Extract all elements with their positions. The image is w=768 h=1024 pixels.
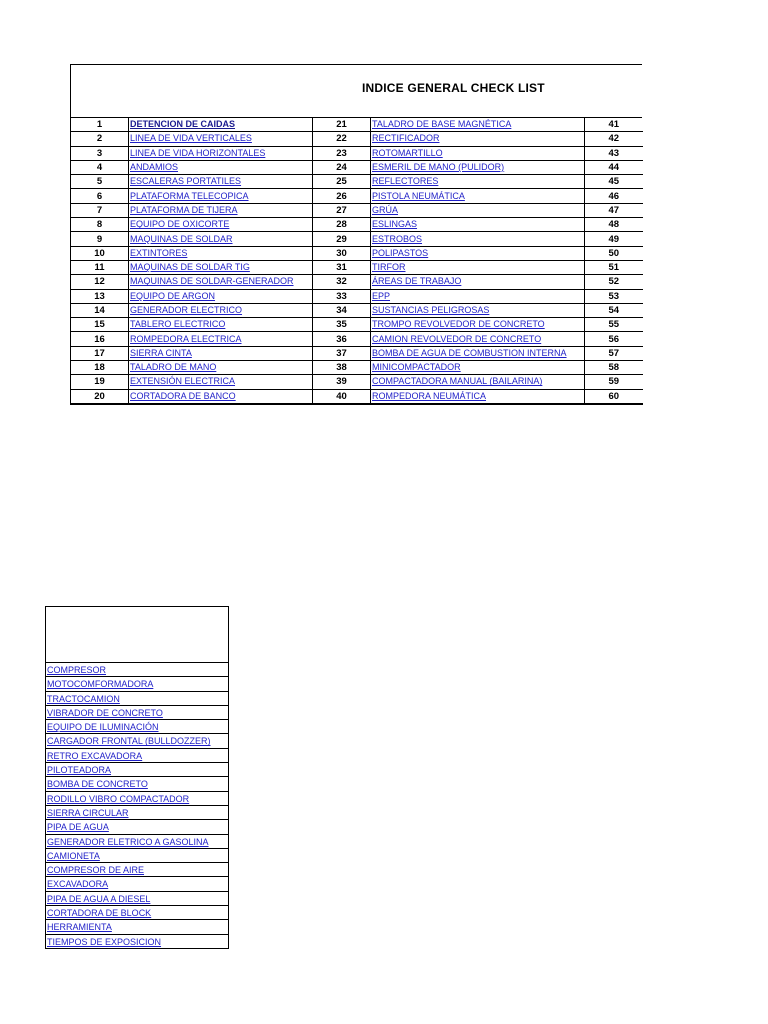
row-number: 10 [94,247,105,259]
table-cell [71,232,129,246]
row-number: 33 [336,290,347,302]
table-cell [585,132,643,146]
checklist-link[interactable]: TABLERO ELECTRICO [130,319,226,330]
table-cell [71,189,129,203]
table-cell [71,318,129,332]
machinery-link[interactable]: EXCAVADORA [47,879,109,890]
table-cell [71,260,129,274]
row-number: 56 [608,333,620,345]
row-number: 3 [96,147,103,159]
checklist-link[interactable]: EPP [372,290,391,301]
checklist-link[interactable]: TALADRO DE BASE MAGNÉTICA [372,119,512,130]
table-row [71,346,643,360]
table-cell [71,246,129,260]
row-number: 50 [608,247,620,259]
checklist-link[interactable]: ÁREAS DE TRABAJO [372,276,462,287]
row-number: 40 [336,390,347,402]
checklist-link[interactable]: ESLINGAS [372,219,418,230]
table-cell [313,146,371,160]
table-cell [585,389,643,404]
machinery-link[interactable]: SIERRA CIRCULAR [47,807,129,818]
index-header [70,64,642,118]
checklist-link[interactable]: POLIPASTOS [372,247,429,258]
list-item [46,777,228,791]
list-item [46,835,228,849]
row-number: 6 [96,190,103,202]
table-cell [585,332,643,346]
checklist-link[interactable]: GENERADOR ELECTRICO [130,305,243,315]
row-number: 45 [608,176,620,188]
table-cell [371,361,585,375]
row-number: 32 [336,276,347,288]
table-cell [313,218,371,232]
table-cell [313,232,371,246]
table-cell [71,275,129,289]
checklist-link[interactable]: TROMPO REVOLVEDOR DE CONCRETO [372,319,545,330]
row-number: 49 [608,233,620,245]
row-number: 26 [336,190,347,202]
checklist-link[interactable]: COMPACTADORA MANUAL (BAILARINA) [372,376,543,387]
table-cell [371,232,585,246]
table-cell [585,260,643,274]
table-row [71,203,643,217]
table-cell [129,346,313,360]
table-cell [71,361,129,375]
row-number: 22 [336,133,347,145]
checklist-link[interactable]: ROMPEDORA ELECTRICA [130,333,242,344]
checklist-link[interactable]: EXTINTORES [130,247,188,258]
row-number: 1 [96,119,103,131]
table-cell [585,160,643,174]
table-cell [371,389,585,404]
checklist-link[interactable]: PISTOLA NEUMÁTICA [372,190,465,201]
row-number: 31 [336,262,347,274]
table-cell [313,275,371,289]
row-number: 46 [608,190,620,202]
table-cell [71,346,129,360]
table-cell [371,275,585,289]
row-number: 44 [608,162,620,174]
machinery-link[interactable]: TIEMPOS DE EXPOSICION [47,936,162,947]
table-cell [129,203,313,217]
table-cell [371,375,585,389]
row-number: 2 [96,133,103,145]
table-cell [129,232,313,246]
machinery-link[interactable]: RODILLO VIBRO COMPACTADOR [47,793,190,804]
checklist-link[interactable]: TALADRO DE MANO [130,362,217,373]
machinery-link[interactable]: PIPA DE AGUA [47,822,109,833]
row-number: 60 [608,390,620,402]
table-cell [71,375,129,389]
row-number: 21 [336,119,347,131]
table-cell [313,346,371,360]
row-number: 30 [336,247,347,259]
checklist-link[interactable]: BOMBA DE AGUA DE COMBUSTION INTERNA [372,347,567,358]
table-cell [129,375,313,389]
checklist-link[interactable]: CORTADORA DE BANCO [130,390,236,401]
checklist-link[interactable]: ANDAMIOS [130,162,179,173]
checklist-link[interactable]: ROTOMARTILLO [372,147,443,158]
checklist-link[interactable]: MAQUINAS DE SOLDAR [130,233,233,244]
table-row [71,275,643,289]
checklist-link[interactable]: LINEA DE VIDA VERTICALES [130,133,252,144]
row-number: 36 [336,333,347,345]
table-cell [371,332,585,346]
row-number: 15 [94,319,105,331]
checklist-link[interactable]: EQUIPO DE OXICORTE [130,219,230,230]
table-cell [129,361,313,375]
table-cell [71,389,129,404]
row-number: 25 [336,176,347,188]
machinery-link[interactable]: VIBRADOR DE CONCRETO [47,707,163,718]
list-item [46,877,228,891]
table-cell [71,175,129,189]
row-number: 18 [94,362,105,374]
table-cell [585,246,643,260]
checklist-link[interactable]: EQUIPO DE ARGON [130,290,216,301]
table-row [71,189,643,203]
table-cell [129,118,313,132]
table-cell [371,203,585,217]
table-cell [585,175,643,189]
table-cell [585,218,643,232]
row-number: 59 [608,376,620,388]
list-item [46,706,228,720]
table-cell [313,203,371,217]
table-row [71,318,643,332]
row-number: 20 [94,390,105,402]
table-cell [71,303,129,317]
table-cell [129,246,313,260]
checklist-link[interactable]: PLATAFORMA TELECOPICA [130,190,249,201]
machinery-link[interactable]: BOMBA DE CONCRETO [47,779,148,790]
table-row [71,375,643,389]
table-cell [313,260,371,274]
table-cell [71,289,129,303]
table-cell [71,118,129,132]
table-cell [313,375,371,389]
table-row [71,389,643,404]
row-number: 5 [96,176,103,188]
table-cell [585,203,643,217]
row-number: 43 [608,147,620,159]
row-number: 42 [608,133,620,145]
machinery-link[interactable]: COMPRESOR DE AIRE [47,865,145,876]
machinery-link[interactable]: PILOTEADORA [47,765,112,776]
table-cell [129,218,313,232]
checklist-link[interactable]: MAQUINAS DE SOLDAR TIG [130,262,250,273]
table-row [71,303,643,317]
list-item [46,749,228,763]
table-cell [71,332,129,346]
list-item [46,849,228,863]
table-cell [313,189,371,203]
row-number: 57 [608,347,620,359]
row-number: 14 [94,305,105,316]
row-number: 47 [608,204,620,216]
index-table [70,118,643,405]
table-cell [71,132,129,146]
list-item [46,892,228,906]
machinery-list [45,662,229,949]
table-cell [129,160,313,174]
machinery-link[interactable]: CORTADORA DE BLOCK [47,908,152,919]
row-number: 41 [608,119,620,131]
table-cell [71,146,129,160]
table-cell [585,146,643,160]
table-cell [585,232,643,246]
table-row [71,232,643,246]
list-item [46,720,228,734]
table-cell [71,203,129,217]
table-cell [371,260,585,274]
checklist-link[interactable]: TIRFOR [372,262,406,273]
list-item [46,677,228,691]
row-number: 19 [94,376,105,388]
checklist-link[interactable]: SUSTANCIAS PELIGROSAS [372,305,490,315]
table-cell [129,318,313,332]
row-number: 53 [608,290,620,302]
table-cell [371,289,585,303]
machinery-link[interactable]: TRACTOCAMION [47,693,120,704]
table-cell [71,160,129,174]
checklist-link[interactable]: DETENCION DE CAIDAS [130,119,236,130]
checklist-link[interactable]: GRÚA [372,204,399,215]
checklist-link[interactable]: CAMION REVOLVEDOR DE CONCRETO [372,333,542,344]
index-title: INDICE GENERAL CHECK LIST [362,81,545,95]
table-cell [129,289,313,303]
table-cell [585,346,643,360]
row-number: 11 [94,262,105,274]
table-row [71,118,643,132]
machinery-link[interactable]: HERRAMIENTA [47,922,112,933]
table-cell [129,275,313,289]
row-number: 28 [336,219,347,231]
table-cell [129,132,313,146]
row-number: 24 [336,162,347,174]
checklist-link[interactable]: ESCALERAS PORTATILES [130,176,242,187]
row-number: 12 [94,276,105,288]
table-cell [129,189,313,203]
checklist-link[interactable]: LINEA DE VIDA HORIZONTALES [130,147,266,158]
checklist-link[interactable]: EXTENSIÓN ELECTRICA [130,376,236,387]
table-row [71,289,643,303]
checklist-link[interactable]: MAQUINAS DE SOLDAR-GENERADOR [130,276,294,287]
list-item [46,792,228,806]
table-cell [129,389,313,404]
row-number: 39 [336,376,347,388]
list-item [46,863,228,877]
table-cell [371,303,585,317]
table-cell [129,303,313,317]
row-number: 38 [336,362,347,374]
table-row [71,246,643,260]
machinery-link[interactable]: EQUIPO DE ILUMINACIÓN [47,722,159,733]
checklist-link[interactable]: RECTIFICADOR [372,133,440,144]
table-cell [371,146,585,160]
row-number: 9 [96,233,103,245]
machinery-header [45,606,229,662]
checklist-link[interactable]: MINICOMPACTADOR [372,362,461,373]
list-item [46,906,228,920]
table-cell [585,289,643,303]
table-row [71,361,643,375]
table-row [71,175,643,189]
table-row [71,332,643,346]
table-cell [585,361,643,375]
table-cell [585,189,643,203]
row-number: 51 [608,262,620,274]
table-row [71,218,643,232]
machinery-link[interactable]: CARGADOR FRONTAL (BULLDOZZER) [47,736,211,747]
row-number: 48 [608,219,620,231]
table-cell [313,318,371,332]
row-number: 4 [96,162,103,174]
table-cell [371,318,585,332]
row-number: 55 [608,319,620,331]
table-cell [585,375,643,389]
table-cell [71,218,129,232]
table-cell [313,361,371,375]
row-number: 27 [336,204,347,216]
table-cell [129,332,313,346]
row-number: 17 [94,347,105,359]
row-number: 34 [336,305,347,316]
list-item [46,935,228,949]
checklist-link[interactable]: SIERRA CINTA [130,347,192,358]
list-item [46,920,228,934]
table-cell [313,175,371,189]
list-item [46,806,228,820]
table-cell [371,346,585,360]
row-number: 23 [336,147,347,159]
machinery-link[interactable]: RETRO EXCAVADORA [47,750,143,761]
list-item [46,692,228,706]
table-cell [313,160,371,174]
table-row [71,146,643,160]
table-cell [313,289,371,303]
table-cell [313,118,371,132]
table-cell [371,160,585,174]
list-item [46,734,228,748]
table-cell [371,175,585,189]
table-cell [585,303,643,317]
machinery-link[interactable]: CAMIONETA [47,850,100,861]
row-number: 52 [608,276,620,288]
table-cell [371,189,585,203]
checklist-link[interactable]: ROMPEDORA NEUMÁTICA [372,390,487,401]
row-number: 16 [94,333,105,345]
list-item [46,763,228,777]
table-cell [313,332,371,346]
table-cell [313,389,371,404]
table-cell [313,132,371,146]
list-item [46,663,228,677]
table-cell [585,318,643,332]
table-cell [129,175,313,189]
table-cell [371,246,585,260]
table-cell [313,246,371,260]
machinery-link[interactable]: COMPRESOR [47,665,107,675]
row-number: 7 [96,204,103,216]
table-cell [371,132,585,146]
table-cell [585,118,643,132]
row-number: 13 [94,290,105,302]
table-cell [129,260,313,274]
row-number: 29 [336,233,347,245]
table-cell [585,275,643,289]
row-number: 37 [336,347,347,359]
row-number: 8 [96,219,103,231]
list-item [46,820,228,834]
table-row [71,132,643,146]
checklist-link[interactable]: ESTROBOS [372,233,423,244]
table-cell [313,303,371,317]
checklist-link[interactable]: PLATAFORMA DE TIJERA [130,204,238,215]
index-table-section [70,64,642,405]
table-cell [371,218,585,232]
table-row [71,260,643,274]
machinery-list-section [45,606,229,949]
row-number: 54 [608,305,620,316]
row-number: 58 [608,362,620,374]
checklist-link[interactable]: REFLECTORES [372,176,439,187]
row-number: 35 [336,319,347,331]
machinery-link[interactable]: GENERADOR ELETRICO A GASOLINA [47,836,209,847]
table-row [71,160,643,174]
machinery-link[interactable]: PIPA DE AGUA A DIESEL [47,893,151,904]
machinery-link[interactable]: MOTOCOMFORMADORA [47,679,154,690]
checklist-link[interactable]: ESMERIL DE MANO (PULIDOR) [372,162,505,173]
table-cell [371,118,585,132]
table-cell [129,146,313,160]
